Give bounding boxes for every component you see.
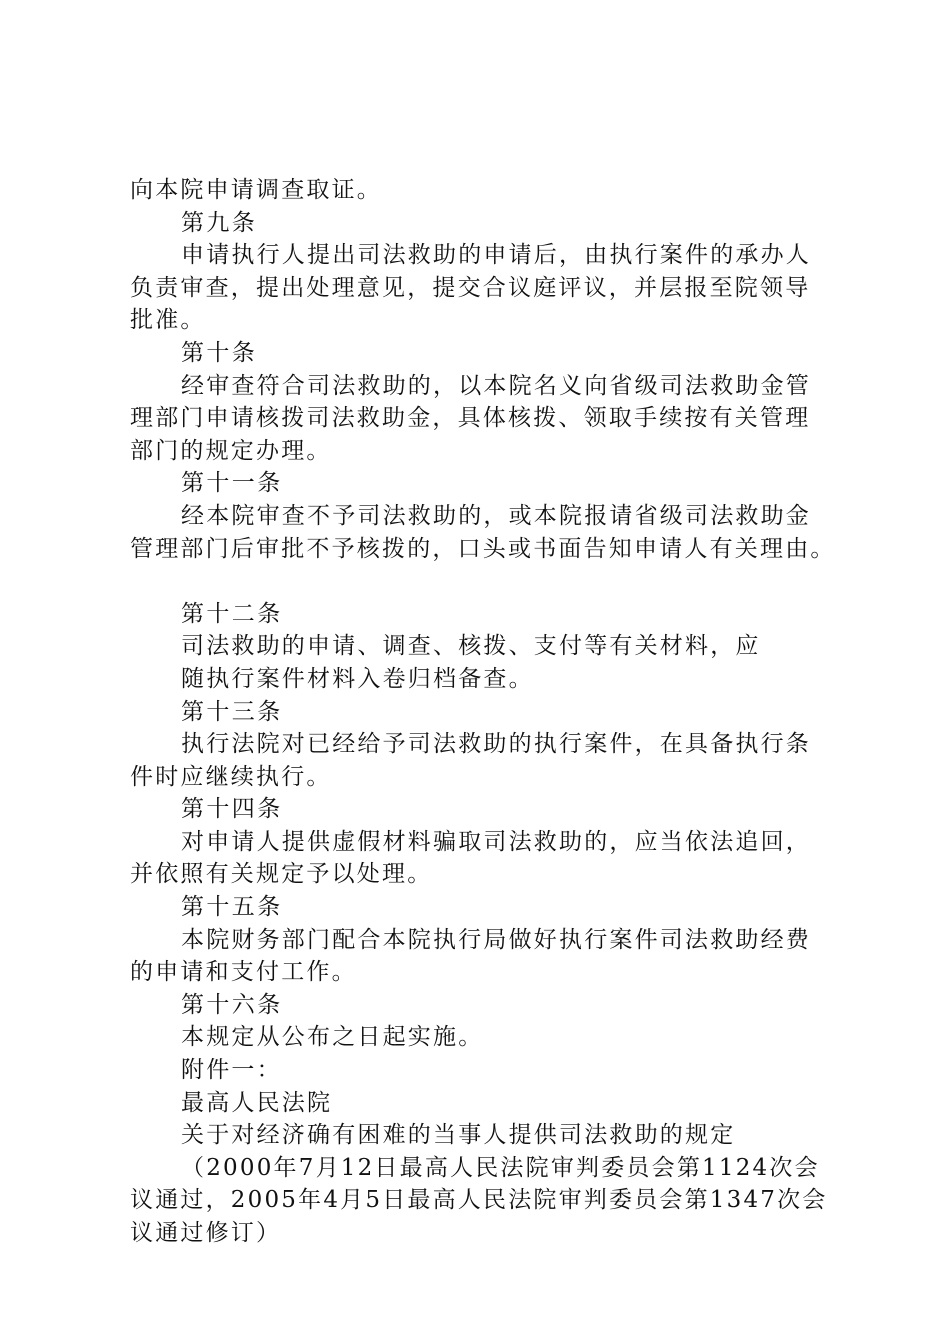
text-line: 理部门申请核拨司法救助金，具体核拨、领取手续按有关管理	[130, 405, 811, 432]
blank-line	[130, 565, 840, 598]
text-line: 部门的规定办理。	[130, 437, 332, 464]
text-line: 经审查符合司法救助的，以本院名义向省级司法救助金管	[181, 372, 811, 399]
text-line: 议通过修订）	[130, 1220, 282, 1246]
text-line: （2000年7月12日最高人民法院审判委员会第1124次会	[181, 1154, 820, 1181]
text-line: 执行法院对已经给予司法救助的执行案件，在具备执行条	[181, 731, 811, 758]
document-body	[130, 174, 840, 1250]
article-heading-11: 第十一条	[181, 470, 283, 497]
text-line: 经本院审查不予司法救助的，或本院报请省级司法救助金	[181, 502, 811, 529]
text-line: 管理部门后审批不予核拨的，口头或书面告知申请人有关理由。	[130, 535, 836, 562]
article-heading-12: 第十二条	[181, 600, 283, 627]
text-line: 批准。	[130, 307, 206, 334]
text-line: 并依照有关规定予以处理。	[130, 861, 433, 888]
text-line: 司法救助的申请、调查、核拨、支付等有关材料，应	[181, 633, 761, 660]
attachment-label: 附件一：	[181, 1057, 282, 1084]
article-heading-15: 第十五条	[181, 894, 283, 921]
court-name: 最高人民法院	[181, 1089, 333, 1116]
article-heading-10: 第十条	[181, 339, 258, 366]
text-line: 议通过，2005年4月5日最高人民法院审判委员会第1347次会	[130, 1187, 828, 1214]
article-heading-9: 第九条	[181, 209, 258, 236]
text-line: 件时应继续执行。	[130, 763, 332, 790]
article-heading-13: 第十三条	[181, 698, 283, 725]
text-line: 向本院申请调查取证。	[130, 177, 382, 203]
regulation-title: 关于对经济确有困难的当事人提供司法救助的规定	[181, 1122, 736, 1149]
text-line: 的申请和支付工作。	[130, 959, 357, 986]
text-line: 对申请人提供虚假材料骗取司法救助的，应当依法追回，	[181, 828, 811, 855]
text-line: 申请执行人提出司法救助的申请后，由执行案件的承办人	[181, 242, 811, 269]
text-line: 本院财务部门配合本院执行局做好执行案件司法救助经费	[181, 926, 811, 953]
text-line: 负责审查，提出处理意见，提交合议庭评议，并层报至院领导	[130, 274, 811, 301]
article-heading-16: 第十六条	[181, 991, 283, 1018]
text-line: 随执行案件材料入卷归档备查。	[181, 665, 534, 692]
article-heading-14: 第十四条	[181, 796, 283, 823]
text-line: 本规定从公布之日起实施。	[181, 1024, 484, 1051]
